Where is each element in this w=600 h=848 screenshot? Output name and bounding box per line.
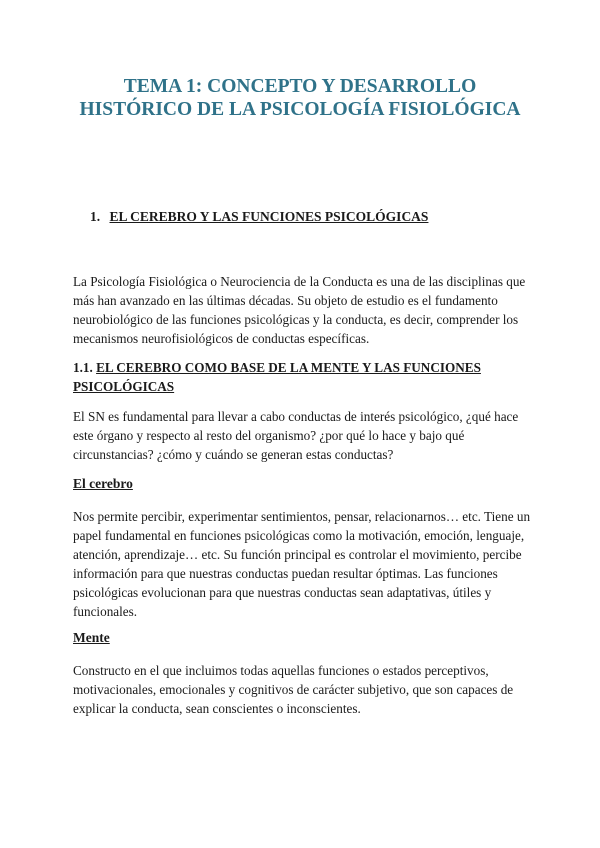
mente-heading: Mente [73, 630, 110, 645]
section-1-number: 1. [90, 209, 101, 224]
subsection-1-1-number: 1.1. [73, 360, 93, 375]
document-title-line-2: HISTÓRICO DE LA PSICOLOGÍA FISIOLÓGICA [79, 99, 521, 120]
subsection-1-1-heading [73, 358, 533, 396]
section-1-intro-paragraph: La Psicología Fisiológica o Neurociencia de la Conducta es una de las disciplinas que más han avanzado en las últimas décadas. Su objeto de estudio es el fundamento neurobiológico de las funciones psicológicas y la conducta, es decir, comprender los mecanismos neurofisiológicos de conductas específicas. [73, 274, 526, 346]
subsection-1-1-heading-text: EL CEREBRO COMO BASE DE LA MENTE Y LAS FUNCIONES PSICOLÓGICAS [73, 360, 481, 394]
section-1-heading-text: EL CEREBRO Y LAS FUNCIONES PSICOLÓGICAS [109, 209, 429, 224]
cerebro-paragraph: Nos permite percibir, experimentar sentimientos, pensar, relacionarnos… etc. Tiene un papel fundamental en funciones psicológicas como la motivación, emoción, lenguaje, atención, aprendizaje… etc. Su función principal es controlar el movimiento, percibe información para que nuestras conductas puedan resultar óptimas. Las funciones psicológicas evolucionan para que nuestras conductas sean adaptativas, útiles y funcionales. [73, 509, 531, 619]
section-1-heading [90, 208, 428, 226]
document-title-line-1: TEMA 1: CONCEPTO Y DESARROLLO [123, 76, 477, 97]
subsection-1-1-paragraph: El SN es fundamental para llevar a cabo conductas de interés psicológico, ¿qué hace este órgano y respecto al resto del organismo? ¿por qué lo hace y bajo qué circunstancias? ¿cómo y cuándo se generan estas conductas? [73, 409, 519, 462]
mente-paragraph: Constructo en el que incluimos todas aquellas funciones o estados perceptivos, motivacionales, emocionales y cognitivos de carácter subjetivo, que son capaces de explicar la conducta, sean conscientes o inconscientes. [73, 663, 514, 716]
cerebro-heading: El cerebro [73, 476, 133, 491]
